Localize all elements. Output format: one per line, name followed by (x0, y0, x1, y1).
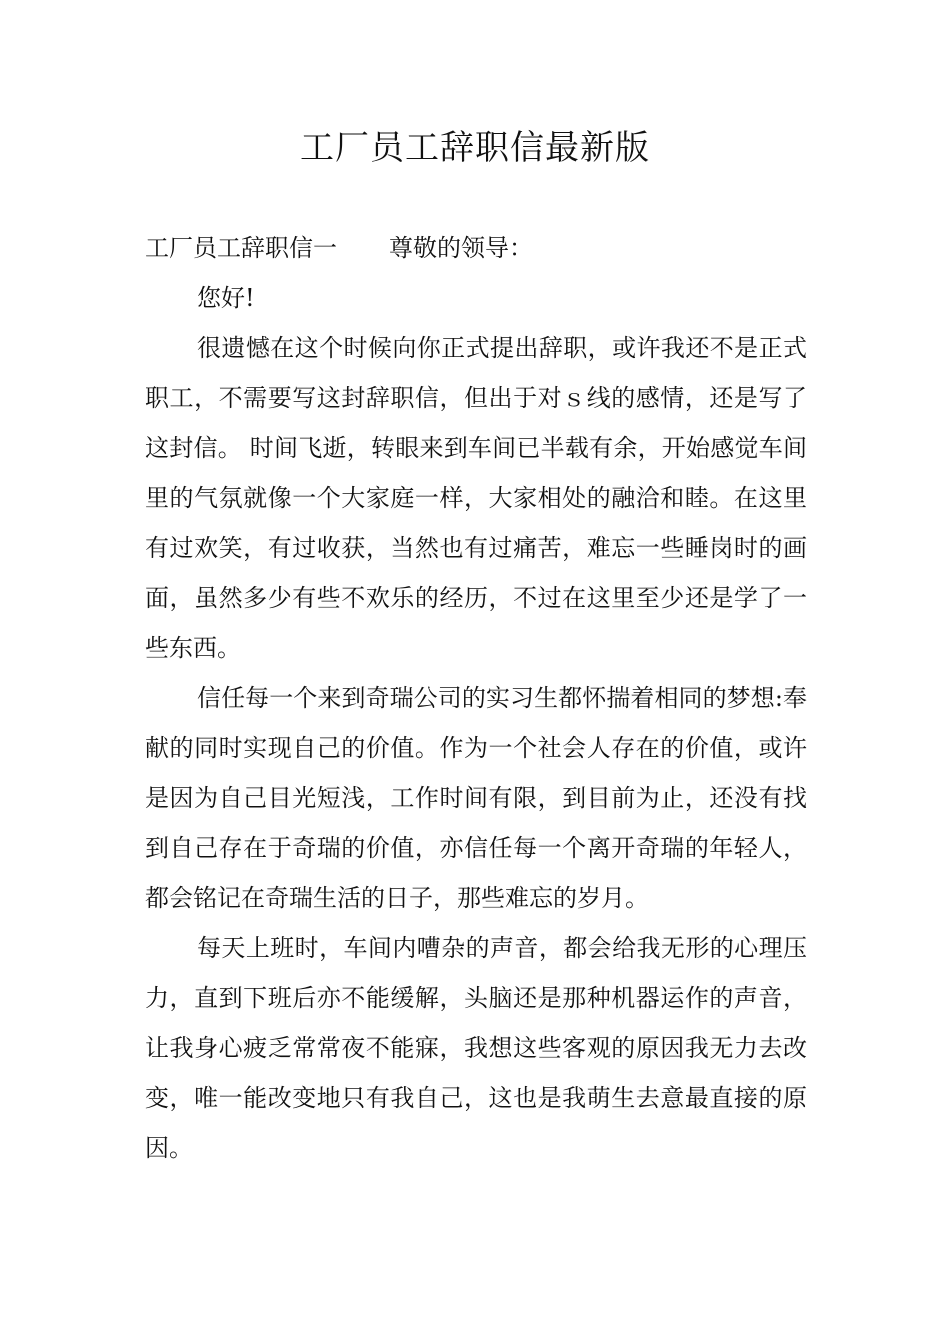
paragraph-2: 信任每一个来到奇瑞公司的实习生都怀揣着相同的梦想:奉献的同时实现自己的价值。作为一个社会人存在的价值，或许是因为自己目光短浅，工作时间有限，到目前为止，还没有找到自己存在于奇瑞的价值，亦信任每一个离开奇瑞的年轻人，都会铭记在奇瑞生活的日子，那些难忘的岁月。 (145, 684, 807, 912)
greeting: 您好! (197, 284, 255, 312)
letter-body (145, 223, 807, 1173)
paragraph-3: 每天上班时，车间内嘈杂的声音，都会给我无形的心理压力，直到下班后亦不能缓解，头脑还是那种机器运作的声音，让我身心疲乏常常夜不能寐，我想这些客观的原因我无力去改变，唯一能改变地只有我自己，这也是我萌生去意最直接的原因。 (145, 934, 807, 1162)
letter-heading-line (145, 223, 807, 273)
salutation: 尊敬的领导： (389, 234, 533, 262)
section-label: 工厂员工辞职信一 (145, 234, 337, 262)
document-title: 工厂员工辞职信最新版 (300, 128, 650, 168)
paragraph-1: 很遗憾在这个时候向你正式提出辞职，或许我还不是正式职工，不需要写这封辞职信，但出于对ｓ线的感情，还是写了这封信。 时间飞逝，转眼来到车间已半载有余，开始感觉车间里的气氛就像一个大家庭一样，大家相处的融洽和睦。在这里有过欢笑，有过收获，当然也有过痛苦，难忘一些睡岗时的画面，虽然多少有些不欢乐的经历，不过在这里至少还是学了一些东西。 (145, 334, 807, 662)
